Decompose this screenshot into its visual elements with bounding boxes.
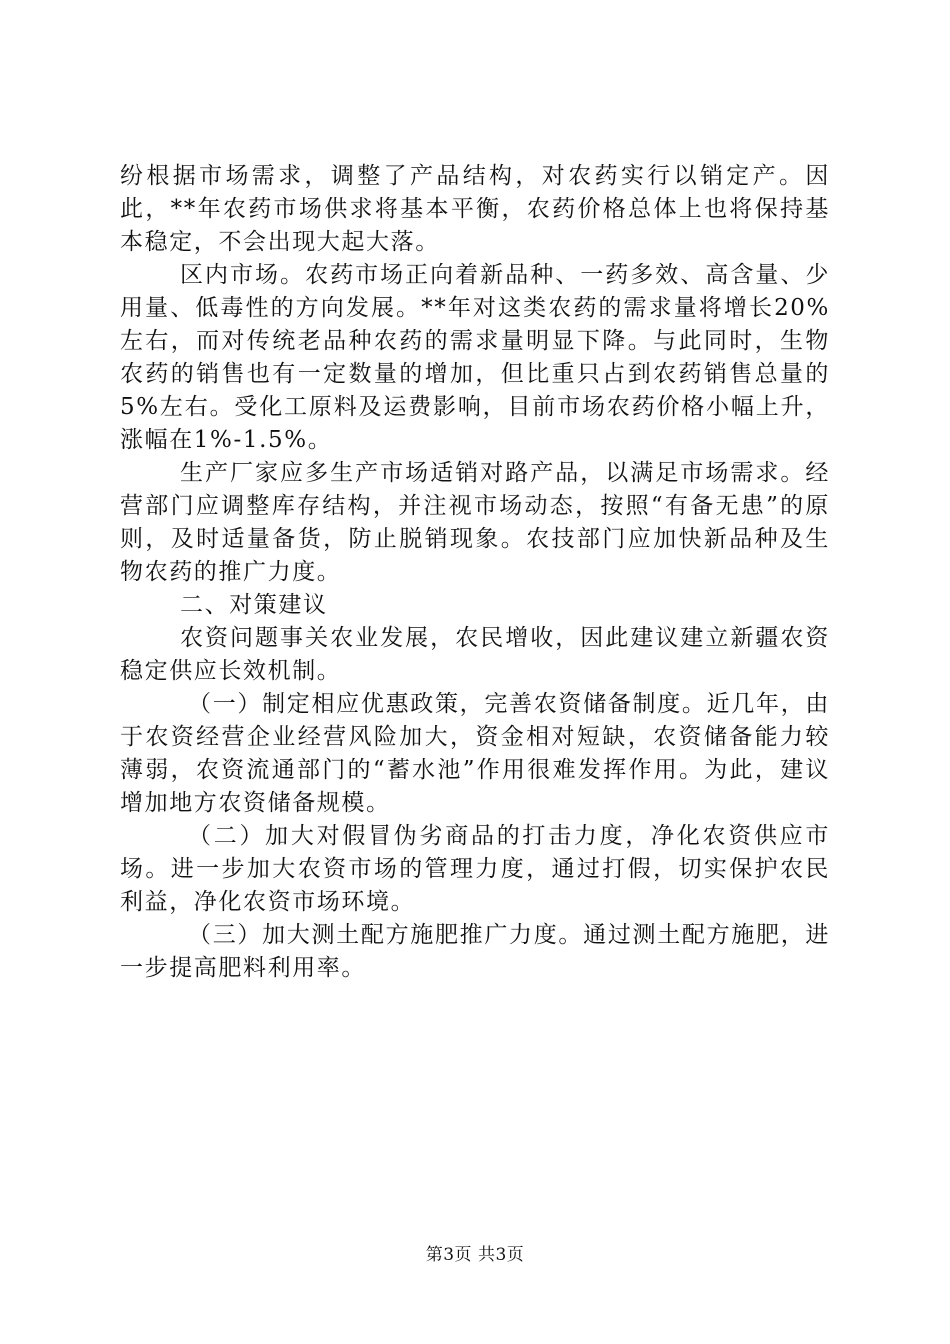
page-number-footer: 第3页 共3页: [425, 1245, 525, 1265]
paragraph-recommendation-2: （二）加大对假冒伪劣商品的打击力度，净化农资供应市场。进一步加大农资市场的管理力度，通过打假，切实保护农民利益，净化农资市场环境。: [120, 823, 830, 915]
document-body: [120, 160, 830, 985]
paragraph-recommendation-intro: 农资问题事关农业发展，农民增收，因此建议建立新疆农资稳定供应长效机制。: [120, 625, 830, 684]
paragraph-continuation: 纷根据市场需求，调整了产品结构，对农药实行以销定产。因此，**年农药市场供求将基本平衡，农药价格总体上也将保持基本稳定，不会出现大起大落。: [120, 163, 830, 255]
paragraph-regional-market: 区内市场。农药市场正向着新品种、一药多效、高含量、少用量、低毒性的方向发展。**年对这类农药的需求量将增长20%左右，而对传统老品种农药的需求量明显下降。与此同时，生物农药的销售也有一定数量的增加，但比重只占到农药销售总量的5%左右。受化工原料及运费影响，目前市场农药价格小幅上升，涨幅在1%-1.5%。: [120, 262, 830, 453]
section-heading-recommendations: 二、对策建议: [180, 592, 328, 618]
paragraph-recommendation-3: （三）加大测土配方施肥推广力度。通过测土配方施肥，进一步提高肥料利用率。: [120, 922, 830, 981]
paragraph-manufacturers: 生产厂家应多生产市场适销对路产品，以满足市场需求。经营部门应调整库存结构，并注视市场动态，按照“有备无患”的原则，及时适量备货，防止脱销现象。农技部门应加快新品种及生物农药的推广力度。: [120, 460, 830, 585]
paragraph-recommendation-1: （一）制定相应优惠政策，完善农资储备制度。近几年，由于农资经营企业经营风险加大，资金相对短缺，农资储备能力较薄弱，农资流通部门的“蓄水池”作用很难发挥作用。为此，建议增加地方农资储备规模。: [120, 691, 830, 816]
